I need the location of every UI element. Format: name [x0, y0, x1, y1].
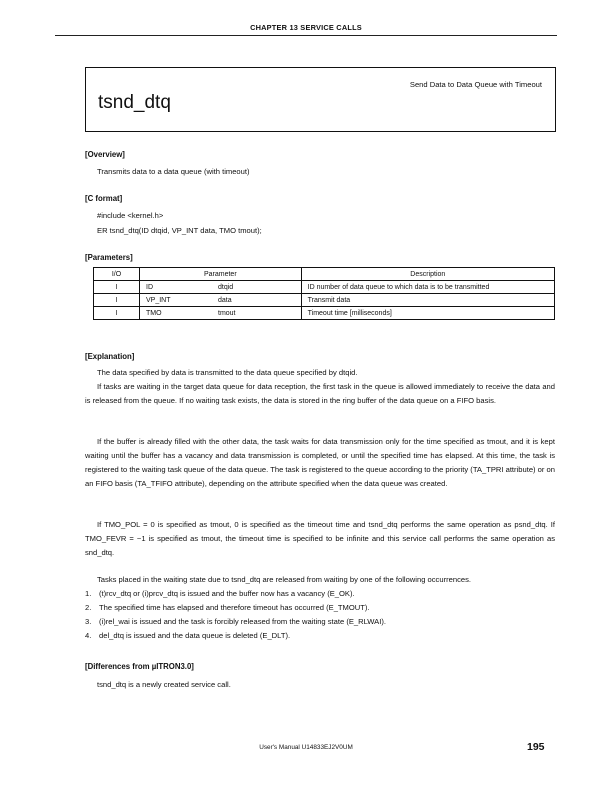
overview-text: Transmits data to a data queue (with timeout)	[97, 167, 250, 176]
type-cell: TMO	[140, 307, 213, 320]
explanation-paragraph: If TMO_POL = 0 is specified as tmout, 0 is specified as the timeout time and tsnd_dtq performs the same operation as psnd_dtq. If TMO_FEVR = −1 is specified as tmout, the timeout time is specified to be infinite and this service call performs the same operation as snd_dtq.	[85, 520, 555, 557]
table-header-row	[94, 268, 555, 281]
release-conditions-list	[85, 587, 555, 643]
title-box	[85, 67, 556, 132]
page-subtitle: Send Data to Data Queue with Timeout	[409, 80, 542, 89]
c-format-line: ER tsnd_dtq(ID dtqid, VP_INT data, TMO tmout);	[97, 226, 262, 235]
io-cell: I	[94, 307, 140, 320]
column-header: I/O	[94, 268, 140, 281]
header-rule	[55, 35, 557, 36]
footer-manual-id: User's Manual U14833EJ2V0UM	[259, 744, 353, 751]
description-cell: ID number of data queue to which data is to be transmitted	[301, 281, 554, 294]
list-item	[85, 629, 555, 643]
table-row	[94, 281, 555, 294]
differences-heading: [Differences from µITRON3.0]	[85, 662, 194, 671]
parameters-table	[93, 267, 555, 320]
list-text: del_dtq is issued and the data queue is deleted (E_DLT).	[99, 631, 291, 640]
chapter-header: CHAPTER 13 SERVICE CALLS	[250, 23, 362, 32]
differences-text: tsnd_dtq is a newly created service call.	[97, 680, 231, 689]
description-cell: Timeout time [milliseconds]	[301, 307, 554, 320]
overview-heading: [Overview]	[85, 150, 125, 159]
type-cell: VP_INT	[140, 294, 213, 307]
list-number: 1.	[85, 589, 92, 598]
list-text: The specified time has elapsed and therefore timeout has occurred (E_TMOUT).	[99, 603, 370, 612]
description-cell: Transmit data	[301, 294, 554, 307]
list-number: 2.	[85, 603, 92, 612]
io-cell: I	[94, 281, 140, 294]
table-row	[94, 307, 555, 320]
explanation-paragraph: If the buffer is already filled with the other data, the task waits for data transmission only for the time specified as tmout, and it is kept waiting until the buffer has a vacancy and data transmission is completed, or until the specified time has elapsed. At this time, the task is registered to the waiting task queue of the data queue. The task is registered to the queue according to the priority (TA_TPRI attribute) or on an FIFO basis (TA_TFIFO attribute), depending on the attribute specified when the data queue was created.	[85, 437, 555, 488]
list-item	[85, 601, 555, 615]
name-cell: data	[212, 294, 301, 307]
column-header: Parameter	[140, 268, 302, 281]
page-number: 195	[527, 741, 545, 753]
parameters-heading: [Parameters]	[85, 253, 133, 262]
name-cell: dtqid	[212, 281, 301, 294]
list-text: (t)rcv_dtq or (i)prcv_dtq is issued and the buffer now has a vacancy (E_OK).	[99, 589, 355, 598]
c-format-line: #include <kernel.h>	[97, 211, 164, 220]
list-item	[85, 587, 555, 601]
c-format-heading: [C format]	[85, 194, 123, 203]
list-text: (i)rel_wai is issued and the task is forcibly released from the waiting state (E_RLWAI).	[99, 617, 386, 626]
list-number: 3.	[85, 617, 92, 626]
explanation-paragraph: The data specified by data is transmitted to the data queue specified by dtqid.	[97, 368, 358, 377]
column-header: Description	[301, 268, 554, 281]
io-cell: I	[94, 294, 140, 307]
table-row	[94, 294, 555, 307]
explanation-paragraph: If tasks are waiting in the target data queue for data reception, the first task in the queue is allowed immediately to receive the data and is released from the queue. If no waiting task exists, the data is stored in the ring buffer of the data queue on a FIFO basis.	[85, 382, 555, 405]
list-item	[85, 615, 555, 629]
list-number: 4.	[85, 631, 92, 640]
explanation-paragraph: Tasks placed in the waiting state due to tsnd_dtq are released from waiting by one of the following occurrences.	[97, 575, 471, 584]
name-cell: tmout	[212, 307, 301, 320]
explanation-heading: [Explanation]	[85, 352, 135, 361]
type-cell: ID	[140, 281, 213, 294]
page-title: tsnd_dtq	[98, 92, 171, 113]
